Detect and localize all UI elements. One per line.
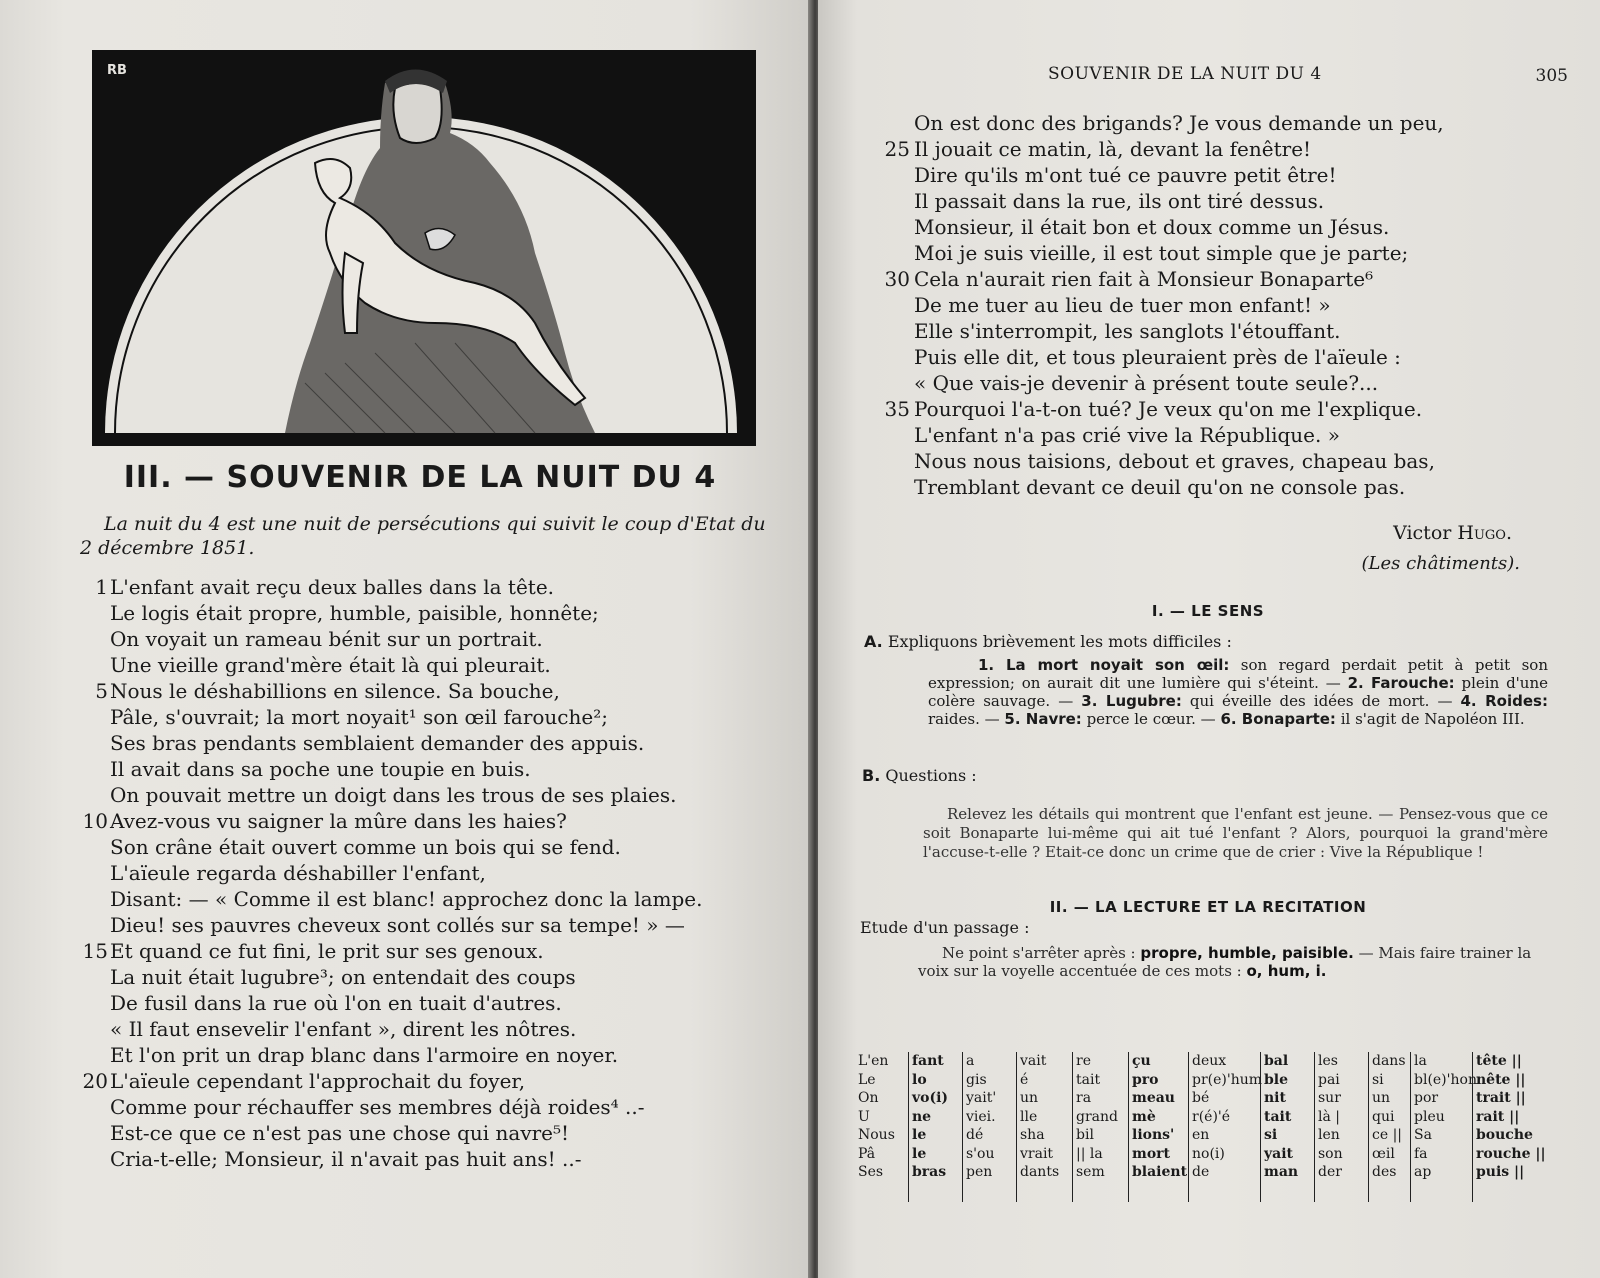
syllable: s'ou: [966, 1145, 995, 1162]
line-text: L'enfant avait reçu deux balles dans la tête.: [110, 575, 555, 599]
poem-line: [870, 214, 1590, 240]
syllable: rouche ||: [1476, 1145, 1546, 1162]
poem-line: [870, 396, 1590, 422]
syllable-table: [858, 1052, 1558, 1202]
poem-line: [870, 188, 1590, 214]
questions-text: Relevez les détails qui montrent que l'enfant est jeune. — Pensez-vous que ce soit Bonaparte lui-même qui ait tué l'enfant ? Alors, pourquoi la grand'mère l'accuse-t-elle ? Etait-ce donc un crime que de crier : Vive la République !: [923, 805, 1548, 861]
line-text: Cela n'aurait rien fait à Monsieur Bonaparte⁶: [914, 267, 1374, 291]
line-text: De me tuer au lieu de tuer mon enfant! »: [914, 293, 1331, 317]
syllable: é: [1020, 1071, 1029, 1088]
poem-line: [870, 240, 1590, 266]
syllable: le: [912, 1127, 927, 1143]
poem-line: [68, 808, 768, 834]
syllable: ce ||: [1372, 1127, 1403, 1143]
syllable: meau: [1132, 1090, 1175, 1106]
syllable: lions': [1132, 1127, 1175, 1143]
syllable: pai: [1318, 1071, 1340, 1088]
poem-line: [870, 474, 1590, 500]
poem-line: [68, 860, 768, 886]
syllable: pro: [1132, 1071, 1159, 1088]
syllable: lle: [1020, 1108, 1038, 1125]
poem-line: [68, 990, 768, 1016]
section-title-sens: I. — LE SENS: [1151, 602, 1265, 620]
syllable: tait: [1076, 1071, 1101, 1088]
syllable: un: [1020, 1090, 1039, 1106]
poem-line: [68, 626, 768, 652]
passage-instruction: [918, 944, 1548, 980]
syllable: pr(e)'hum: [1192, 1071, 1263, 1088]
syllable: U: [858, 1108, 870, 1125]
line-text: Ses bras pendants semblaient demander des appuis.: [110, 731, 645, 755]
syllable: sha: [1020, 1127, 1045, 1143]
poem-line: [870, 110, 1590, 136]
poem-line: [68, 912, 768, 938]
line-number: 1: [95, 575, 108, 599]
syllable: por: [1414, 1090, 1439, 1106]
poem-line: [68, 574, 768, 600]
syllable: vrait: [1020, 1145, 1054, 1162]
poem-right-stanza: [870, 110, 1590, 500]
syllable: vo(i): [912, 1090, 949, 1106]
grandmother-child-illustration: [95, 53, 747, 437]
syllable: son: [1318, 1145, 1343, 1162]
page-number: 305: [1535, 66, 1568, 86]
syllable: || la: [1076, 1145, 1103, 1162]
syllable: viei.: [966, 1108, 996, 1125]
poem-line: [68, 834, 768, 860]
syllable: yait: [1264, 1145, 1293, 1162]
poem-line: [68, 886, 768, 912]
syllable: dants: [1020, 1164, 1060, 1180]
poem-line: [68, 1120, 768, 1146]
poem-line: [68, 1094, 768, 1120]
syllable: rait ||: [1476, 1108, 1520, 1125]
syllable: L'en: [858, 1053, 889, 1069]
section-a-label: [864, 632, 1232, 651]
syllable-column: [1472, 1052, 1546, 1202]
line-text: On est donc des brigands? Je vous demande un peu,: [914, 111, 1444, 135]
syllable: si: [1264, 1127, 1278, 1143]
line-text: Pâle, s'ouvrait; la mort noyait¹ son œil farouche²;: [110, 705, 608, 729]
syllable: puis ||: [1476, 1164, 1525, 1180]
work-title: (Les châtiments).: [1361, 553, 1520, 574]
section-b-letter: B.: [862, 766, 881, 785]
poem-line: [68, 600, 768, 626]
syllable: en: [1192, 1127, 1210, 1143]
poem-line: [870, 162, 1590, 188]
syllable: der: [1318, 1164, 1342, 1180]
poem-line: [68, 678, 768, 704]
poem-line: [68, 1042, 768, 1068]
line-number: 30: [884, 267, 910, 291]
syllable: si: [1372, 1071, 1384, 1088]
syllable: un: [1372, 1090, 1391, 1106]
line-text: L'aïeule cependant l'approchait du foyer,: [110, 1069, 526, 1093]
line-text: Comme pour réchauffer ses membres déjà roides⁴ ..-: [110, 1095, 645, 1119]
definition-text: plein d'une colère sauvage. —: [928, 674, 1548, 710]
line-text: On pouvait mettre un doigt dans les trous de ses plaies.: [110, 783, 677, 807]
syllable: ne: [912, 1108, 932, 1125]
passage-pre: Ne point s'arrêter après :: [942, 944, 1141, 962]
line-text: Nous nous taisions, debout et graves, chapeau bas,: [914, 449, 1435, 473]
poem-line: [870, 422, 1590, 448]
definition-term: 1. La mort noyait son œil:: [978, 656, 1230, 674]
syllable: Ses: [858, 1164, 884, 1180]
syllable: Le: [858, 1071, 876, 1088]
syllable: yait': [966, 1090, 997, 1106]
line-text: Et l'on prit un drap blanc dans l'armoire en noyer.: [110, 1043, 619, 1067]
author-name: [1393, 522, 1512, 544]
syllable: de: [1192, 1164, 1210, 1180]
syllable-column: [1368, 1052, 1406, 1202]
syllable-column: [1188, 1052, 1262, 1202]
syllable: Pâ: [858, 1145, 876, 1162]
line-text: La nuit était lugubre³; on entendait des coups: [110, 965, 576, 989]
line-text: Elle s'interrompit, les sanglots l'étouffant.: [914, 319, 1341, 343]
definition-term: 5. Navre:: [1004, 710, 1082, 728]
poem-line: [68, 704, 768, 730]
line-number: 15: [82, 939, 108, 963]
passage-vowels: o, hum, i.: [1246, 962, 1327, 980]
line-number: 5: [95, 679, 108, 703]
passage-mid: — Mais faire trainer la voix sur la voyelle accentuée de ces mots :: [918, 944, 1532, 980]
syllable-column: [1072, 1052, 1118, 1202]
poem-line: [68, 1016, 768, 1042]
syllable-column: [1016, 1052, 1059, 1202]
syllable: les: [1318, 1053, 1338, 1069]
syllable: a: [966, 1053, 975, 1069]
illustration-pieta: [92, 50, 756, 446]
line-text: Est-ce que ce n'est pas une chose qui navre⁵!: [110, 1121, 570, 1145]
line-number: 35: [884, 397, 910, 421]
line-text: Puis elle dit, et tous pleuraient près de l'aïeule :: [914, 345, 1401, 369]
line-number: 20: [82, 1069, 108, 1093]
syllable-column: [1410, 1052, 1477, 1202]
line-text: Nous le déshabillions en silence. Sa bouche,: [110, 679, 560, 703]
syllable: nit: [1264, 1090, 1286, 1106]
syllable: re: [1076, 1053, 1091, 1069]
line-text: L'enfant n'a pas crié vive la République. »: [914, 423, 1340, 447]
right-page: [818, 0, 1600, 1278]
passage-label: Etude d'un passage :: [860, 918, 1030, 937]
author-first: Victor: [1393, 522, 1458, 544]
syllable: trait ||: [1476, 1090, 1526, 1106]
syllable: man: [1264, 1164, 1299, 1180]
syllable: la: [1414, 1053, 1427, 1069]
syllable: bouche: [1476, 1127, 1533, 1143]
definition-text: il s'agit de Napoléon III.: [1335, 710, 1525, 728]
poem-line: [870, 318, 1590, 344]
definition-term: 3. Lugubre:: [1081, 692, 1182, 710]
line-text: Pourquoi l'a-t-on tué? Je veux qu'on me l'explique.: [914, 397, 1423, 421]
syllable-column: [962, 1052, 996, 1202]
syllable-column: [908, 1052, 948, 1202]
line-text: Il passait dans la rue, ils ont tiré dessus.: [914, 189, 1325, 213]
syllable: bé: [1192, 1090, 1210, 1106]
chapter-intro: La nuit du 4 est une nuit de persécutions qui suivit le coup d'Etat du 2 décembre 1851.: [80, 513, 766, 559]
syllable: lo: [912, 1071, 927, 1088]
syllable: fant: [912, 1053, 944, 1069]
syllable: qui: [1372, 1108, 1395, 1125]
syllable: là |: [1318, 1108, 1340, 1125]
definition-term: 2. Farouche:: [1347, 674, 1455, 692]
definition-text: perce le cœur. —: [1081, 710, 1221, 728]
definition-term: 6. Bonaparte:: [1220, 710, 1336, 728]
poem-line: [870, 448, 1590, 474]
line-text: Avez-vous vu saigner la mûre dans les haies?: [110, 809, 567, 833]
vocabulary-definitions: [928, 656, 1548, 728]
line-text: L'aïeule regarda déshabiller l'enfant,: [110, 861, 486, 885]
syllable-column: [1128, 1052, 1187, 1202]
line-text: Une vieille grand'mère était là qui pleurait.: [110, 653, 551, 677]
poem-line: [870, 136, 1590, 162]
syllable: dé: [966, 1127, 984, 1143]
syllable: des: [1372, 1164, 1397, 1180]
definition-text: raides. —: [928, 710, 1005, 728]
poem-left-stanza: [68, 574, 768, 1172]
definition-text: qui éveille des idées de mort. —: [1181, 692, 1461, 710]
chapter-title: III. — SOUVENIR DE LA NUIT DU 4: [123, 460, 717, 495]
poem-line: [68, 938, 768, 964]
line-number: 10: [82, 809, 108, 833]
line-number: 25: [884, 137, 910, 161]
syllable: bras: [912, 1164, 947, 1180]
section-b-label: [862, 766, 977, 785]
syllable: œil: [1372, 1145, 1395, 1162]
section-title-lecture: II. — LA LECTURE ET LA RECITATION: [1049, 898, 1367, 916]
syllable: mort: [1132, 1145, 1170, 1162]
line-text: De fusil dans la rue où l'on en tuait d'autres.: [110, 991, 562, 1015]
syllable: gis: [966, 1071, 987, 1088]
syllable: vait: [1020, 1053, 1047, 1069]
poem-line: [68, 1068, 768, 1094]
syllable: ble: [1264, 1071, 1289, 1088]
line-text: Dieu! ses pauvres cheveux sont collés sur sa tempe! » —: [110, 913, 685, 937]
line-text: Le logis était propre, humble, paisible, honnête;: [110, 601, 599, 625]
syllable-column: [858, 1052, 895, 1202]
syllable: bil: [1076, 1127, 1094, 1143]
syllable: çu: [1132, 1053, 1151, 1069]
syllable: len: [1318, 1127, 1340, 1143]
running-head: SOUVENIR DE LA NUIT DU 4: [1048, 64, 1322, 84]
line-text: Monsieur, il était bon et doux comme un Jésus.: [914, 215, 1390, 239]
poem-line: [870, 266, 1590, 292]
syllable: blaient: [1132, 1164, 1188, 1180]
syllable: ra: [1076, 1090, 1092, 1106]
syllable: On: [858, 1090, 879, 1106]
section-a-letter: A.: [864, 632, 883, 651]
line-text: Moi je suis vieille, il est tout simple que je parte;: [914, 241, 1409, 265]
line-text: Il avait dans sa poche une toupie en buis.: [110, 757, 531, 781]
syllable: bal: [1264, 1053, 1289, 1069]
poem-line: [870, 370, 1590, 396]
line-text: Et quand ce fut fini, le prit sur ses genoux.: [110, 939, 544, 963]
syllable: grand: [1076, 1108, 1118, 1125]
line-text: Tremblant devant ce deuil qu'on ne console pas.: [914, 475, 1406, 499]
syllable: fa: [1414, 1145, 1428, 1162]
syllable: pleu: [1414, 1108, 1445, 1125]
line-text: Cria-t-elle; Monsieur, il n'avait pas huit ans! ..-: [110, 1147, 582, 1171]
poem-line: [870, 292, 1590, 318]
line-text: On voyait un rameau bénit sur un portrait.: [110, 627, 543, 651]
poem-line: [870, 344, 1590, 370]
passage-words: propre, humble, paisible.: [1140, 944, 1354, 962]
poem-line: [68, 756, 768, 782]
line-text: Il jouait ce matin, là, devant la fenêtre!: [914, 137, 1312, 161]
poem-line: [68, 964, 768, 990]
syllable-column: [1314, 1052, 1343, 1202]
author-last: Hugo.: [1457, 522, 1512, 544]
syllable: mè: [1132, 1108, 1156, 1125]
syllable: sem: [1076, 1164, 1105, 1180]
syllable: pen: [966, 1164, 993, 1180]
poem-line: [68, 652, 768, 678]
syllable: le: [912, 1145, 927, 1162]
syllable: ap: [1414, 1164, 1432, 1180]
line-text: Dire qu'ils m'ont tué ce pauvre petit être!: [914, 163, 1337, 187]
line-text: Disant: — « Comme il est blanc! approchez donc la lampe.: [110, 887, 703, 911]
syllable-column: [1260, 1052, 1298, 1202]
section-a-text: Expliquons brièvement les mots difficiles :: [882, 632, 1232, 651]
syllable: Nous: [858, 1127, 895, 1143]
syllable: r(é)'é: [1192, 1108, 1231, 1125]
syllable: tête ||: [1476, 1053, 1522, 1069]
definition-text: son regard perdait petit à petit son expression; on aurait dit une lumière qui s'éteint. —: [928, 656, 1548, 692]
line-text: « Il faut ensevelir l'enfant », dirent les nôtres.: [110, 1017, 577, 1041]
poem-line: [68, 730, 768, 756]
syllable: bl(e)'hon: [1414, 1071, 1477, 1088]
syllable: dans: [1372, 1053, 1406, 1069]
definition-term: 4. Roides:: [1460, 692, 1548, 710]
syllable: sur: [1318, 1090, 1341, 1106]
poem-line: [68, 782, 768, 808]
syllable: nête ||: [1476, 1071, 1526, 1088]
poem-line: [68, 1146, 768, 1172]
section-b-text: Questions :: [880, 766, 977, 785]
line-text: « Que vais-je devenir à présent toute seule?...: [914, 371, 1379, 395]
syllable: tait: [1264, 1108, 1292, 1125]
syllable: no(i): [1192, 1145, 1225, 1162]
illustrator-signature: RB: [107, 63, 127, 78]
line-text: Son crâne était ouvert comme un bois qui se fend.: [110, 835, 621, 859]
syllable: Sa: [1414, 1127, 1432, 1143]
syllable: deux: [1192, 1053, 1227, 1069]
